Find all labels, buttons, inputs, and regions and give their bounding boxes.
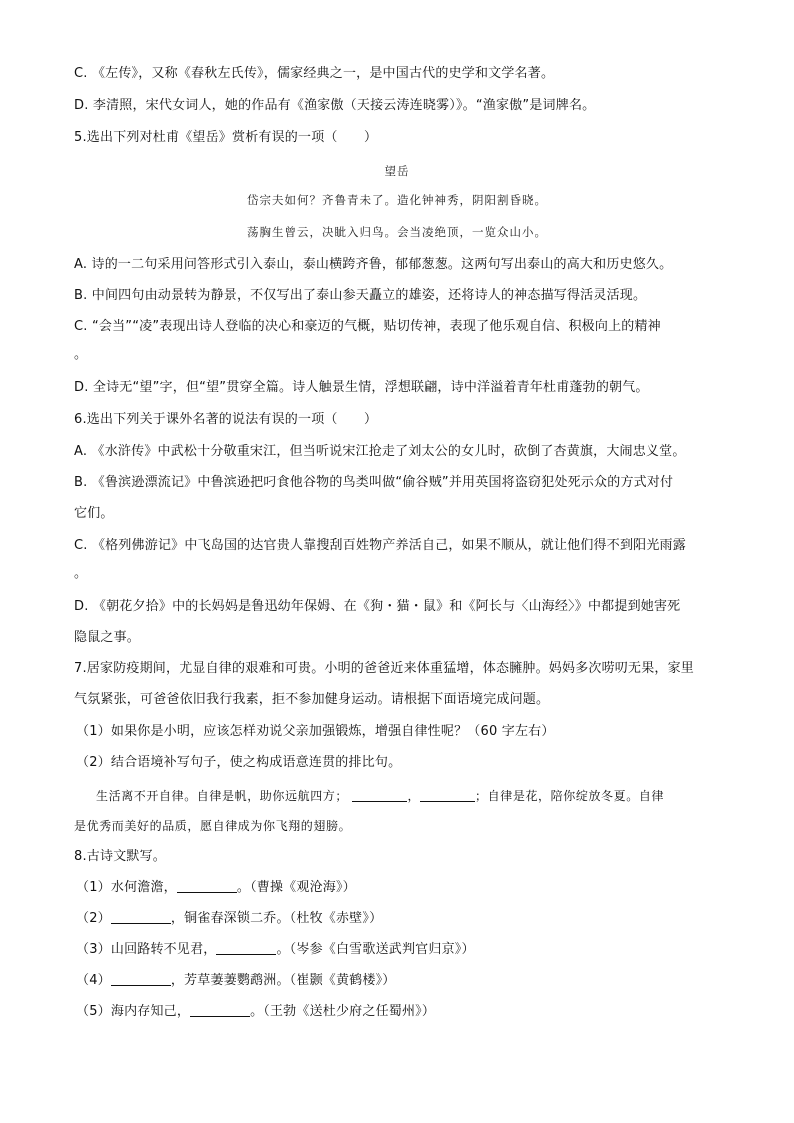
question-6-option-d-continued: 隐鼠之事。 bbox=[74, 630, 141, 645]
poem-title: 望岳 bbox=[384, 164, 410, 178]
item-source: 。（王勃《送杜少府之任蜀州》） bbox=[250, 1004, 436, 1019]
question-6-option-c-continued: 。 bbox=[74, 566, 88, 581]
question-5-option-c: C. “会当”“凌”表现出诗人登临的决心和豪迈的气概，贴切传神，表现了他乐观自信、积极向上的精神 bbox=[74, 319, 661, 334]
answer-blank[interactable] bbox=[190, 1004, 250, 1017]
question-7-context-line-2: 是优秀而美好的品质，愿自律成为你飞翔的翅膀。 bbox=[74, 819, 352, 833]
item-source: 。（岑参《白雪歌送武判官归京》） bbox=[276, 942, 475, 957]
question-7-context-line-1 bbox=[96, 788, 746, 804]
question-8-item-3 bbox=[76, 942, 726, 958]
answer-blank[interactable] bbox=[111, 973, 171, 986]
question-5-option-a: A. 诗的一二句采用问答形式引入泰山，泰山横跨齐鲁，郁郁葱葱。这两句写出泰山的高大和历史悠久。 bbox=[74, 257, 673, 272]
context-text-b: ；自律是花，陪你绽放冬夏。自律 bbox=[475, 789, 665, 803]
question-8-item-2 bbox=[76, 911, 726, 927]
poem-line-1: 岱宗夫如何？齐鲁青未了。造化钟神秀，阴阳割昏晓。 bbox=[247, 193, 547, 207]
answer-blank[interactable] bbox=[420, 789, 475, 802]
option-d-liqingzhao: D. 李清照，宋代女词人，她的作品有《渔家傲（天接云涛连晓雾）》。“渔家傲”是词牌名。 bbox=[74, 98, 596, 113]
question-7-stem-continued: 气氛紧张，可爸爸依旧我行我素，拒不参加健身运动。请根据下面语境完成问题。 bbox=[74, 692, 550, 707]
question-8-item-1 bbox=[76, 880, 726, 896]
question-5-stem: 5.选出下列对杜甫《望岳》赏析有误的一项（ ） bbox=[74, 130, 378, 145]
item-source: ，铜雀春深锁二乔。（杜牧《赤壁》） bbox=[170, 911, 383, 926]
item-source: ，芳草萋萋鹦鹉洲。（崔颢《黄鹤楼》） bbox=[170, 973, 396, 988]
answer-blank[interactable] bbox=[177, 880, 237, 893]
question-5-option-d: D. 全诗无“望”字，但“望”贯穿全篇。诗人触景生情，浮想联翩，诗中洋溢着青年杜甫蓬勃的朝气。 bbox=[74, 380, 649, 395]
item-text: （3）山回路转不见君， bbox=[76, 942, 217, 957]
question-8-item-5 bbox=[76, 1004, 726, 1020]
item-source: 。（曹操《观沧海》） bbox=[236, 880, 356, 895]
question-5-option-c-continued: 。 bbox=[74, 347, 88, 362]
answer-blank[interactable] bbox=[216, 942, 276, 955]
question-6-option-a: A. 《水浒传》中武松十分敬重宋江，但当听说宋江抢走了刘太公的女儿时，砍倒了杏黄旗，大闹忠义堂。 bbox=[74, 444, 686, 459]
option-c-zuozhuan: C. 《左传》，又称《春秋左氏传》，儒家经典之一，是中国古代的史学和文学名著。 bbox=[74, 66, 555, 81]
question-6-option-b-continued: 它们。 bbox=[74, 506, 114, 521]
question-6-stem: 6.选出下列关于课外名著的说法有误的一项（ ） bbox=[74, 412, 378, 427]
item-text: （4） bbox=[76, 973, 111, 988]
question-6-option-c: C. 《格列佛游记》中飞岛国的达官贵人靠搜刮百姓物产养活自己，如果不顺从，就让他们得不到阳光雨露 bbox=[74, 538, 686, 553]
context-text-a: 生活离不开自律。自律是帆，助你远航四方； bbox=[96, 789, 349, 803]
item-text: （5）海内存知己， bbox=[76, 1004, 191, 1019]
answer-blank[interactable] bbox=[352, 789, 407, 802]
poem-line-2: 荡胸生曾云，决眦入归鸟。会当凌绝顶，一览众山小。 bbox=[247, 225, 547, 239]
item-text: （2） bbox=[76, 911, 111, 926]
question-6-option-d: D. 《朝花夕拾》中的长妈妈是鲁迅幼年保姆、在《狗・猫・鼠》和《阿长与〈山海经〉》中都提到她害死 bbox=[74, 599, 681, 614]
question-7-part-1: （1）如果你是小明，应该怎样劝说父亲加强锻炼，增强自律性呢？（60 字左右） bbox=[76, 724, 555, 739]
question-6-option-b: B. 《鲁滨逊漂流记》中鲁滨逊把叼食他谷物的鸟类叫做“偷谷贼”并用英国将盗窃犯处死示众的方式对付 bbox=[74, 475, 674, 490]
question-5-option-b: B. 中间四句由动景转为静景，不仅写出了泰山参天矗立的雄姿，还将诗人的神态描写得活灵活现。 bbox=[74, 288, 647, 303]
question-8-item-4 bbox=[76, 973, 726, 989]
question-8-stem: 8.古诗文默写。 bbox=[74, 849, 167, 864]
question-7-part-2: （2）结合语境补写句子，使之构成语意连贯的排比句。 bbox=[76, 755, 402, 770]
item-text: （1）水何澹澹， bbox=[76, 880, 177, 895]
answer-blank[interactable] bbox=[111, 911, 171, 924]
context-separator: ， bbox=[407, 789, 421, 803]
question-7-stem: 7.居家防疫期间，尤显自律的艰难和可贵。小明的爸爸近来体重猛增，体态臃肿。妈妈多次唠叨无果，家里 bbox=[74, 661, 695, 676]
